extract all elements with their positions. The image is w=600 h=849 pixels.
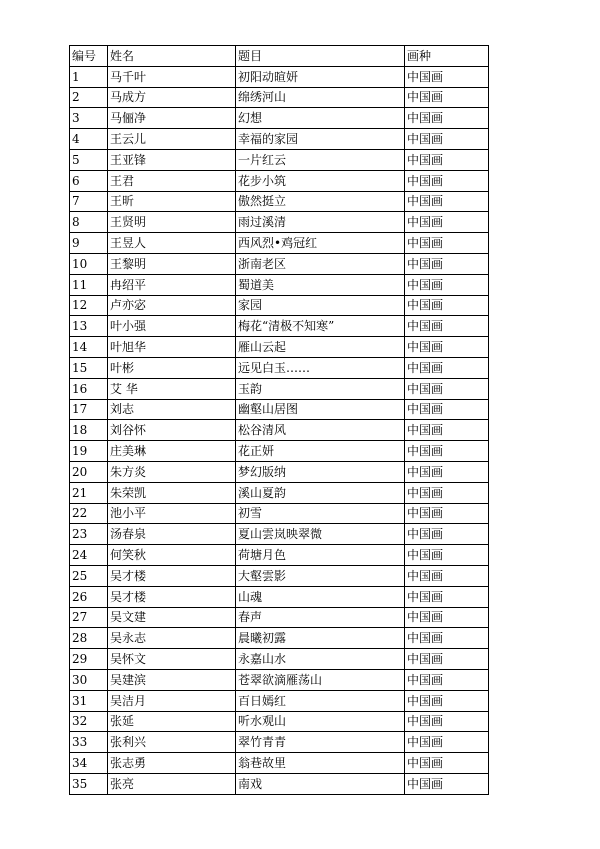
- cell-name: 吴才楼: [108, 586, 236, 607]
- cell-title: 幻想: [236, 108, 405, 129]
- cell-title: 翁巷故里: [236, 753, 405, 774]
- cell-title: 荷塘月色: [236, 545, 405, 566]
- table-row: [70, 191, 489, 212]
- cell-genre: 中国画: [405, 565, 489, 586]
- table-row: [70, 378, 489, 399]
- table-row: [70, 441, 489, 462]
- cell-number: 6: [70, 170, 108, 191]
- cell-title: 花正妍: [236, 441, 405, 462]
- cell-name: 王贤明: [108, 212, 236, 233]
- cell-number: 17: [70, 399, 108, 420]
- cell-genre: 中国画: [405, 357, 489, 378]
- table-row: [70, 545, 489, 566]
- cell-name: 吴怀文: [108, 649, 236, 670]
- cell-genre: 中国画: [405, 129, 489, 150]
- cell-number: 13: [70, 316, 108, 337]
- cell-name: 朱方炎: [108, 461, 236, 482]
- cell-number: 24: [70, 545, 108, 566]
- cell-number: 18: [70, 420, 108, 441]
- cell-title: 苍翠欲滴雁荡山: [236, 669, 405, 690]
- cell-genre: 中国画: [405, 586, 489, 607]
- cell-title: 雁山云起: [236, 337, 405, 358]
- cell-genre: 中国画: [405, 711, 489, 732]
- cell-name: 马俪净: [108, 108, 236, 129]
- cell-name: 张志勇: [108, 753, 236, 774]
- cell-name: 吴永志: [108, 628, 236, 649]
- table-row: [70, 586, 489, 607]
- cell-name: 张延: [108, 711, 236, 732]
- cell-name: 庄美琳: [108, 441, 236, 462]
- table-row: [70, 253, 489, 274]
- cell-name: 刘谷怀: [108, 420, 236, 441]
- cell-genre: 中国画: [405, 191, 489, 212]
- cell-title: 傲然挺立: [236, 191, 405, 212]
- table-row: [70, 732, 489, 753]
- table-row: [70, 565, 489, 586]
- cell-number: 33: [70, 732, 108, 753]
- table-row: [70, 607, 489, 628]
- cell-name: 吴文建: [108, 607, 236, 628]
- cell-title: 绵绣河山: [236, 87, 405, 108]
- cell-genre: 中国画: [405, 170, 489, 191]
- cell-name: 朱荣凯: [108, 482, 236, 503]
- table-row: [70, 108, 489, 129]
- table-header-row: [70, 46, 489, 67]
- cell-number: 25: [70, 565, 108, 586]
- cell-number: 27: [70, 607, 108, 628]
- table-row: [70, 87, 489, 108]
- cell-genre: 中国画: [405, 649, 489, 670]
- table-row: [70, 482, 489, 503]
- cell-title: 浙南老区: [236, 253, 405, 274]
- table-row: [70, 66, 489, 87]
- cell-title: 南戏: [236, 773, 405, 794]
- cell-number: 35: [70, 773, 108, 794]
- cell-number: 2: [70, 87, 108, 108]
- table-row: [70, 316, 489, 337]
- cell-title: 西风烈•鸡冠红: [236, 233, 405, 254]
- table-row: [70, 753, 489, 774]
- header-name: 姓名: [108, 46, 236, 67]
- cell-genre: 中国画: [405, 108, 489, 129]
- cell-title: 幽壑山居图: [236, 399, 405, 420]
- table-row: [70, 649, 489, 670]
- cell-title: 听水观山: [236, 711, 405, 732]
- table-row: [70, 420, 489, 441]
- table-row: [70, 149, 489, 170]
- cell-genre: 中国画: [405, 66, 489, 87]
- cell-title: 远见白玉……: [236, 357, 405, 378]
- table-row: [70, 524, 489, 545]
- cell-genre: 中国画: [405, 503, 489, 524]
- cell-genre: 中国画: [405, 295, 489, 316]
- table-row: [70, 129, 489, 150]
- cell-genre: 中国画: [405, 316, 489, 337]
- table-row: [70, 503, 489, 524]
- cell-number: 34: [70, 753, 108, 774]
- cell-number: 32: [70, 711, 108, 732]
- cell-number: 12: [70, 295, 108, 316]
- cell-genre: 中国画: [405, 253, 489, 274]
- cell-number: 23: [70, 524, 108, 545]
- cell-number: 29: [70, 649, 108, 670]
- cell-number: 4: [70, 129, 108, 150]
- cell-name: 冉绍平: [108, 274, 236, 295]
- cell-name: 王黎明: [108, 253, 236, 274]
- cell-genre: 中国画: [405, 669, 489, 690]
- cell-genre: 中国画: [405, 420, 489, 441]
- table-row: [70, 337, 489, 358]
- cell-number: 16: [70, 378, 108, 399]
- cell-name: 王亚锋: [108, 149, 236, 170]
- cell-genre: 中国画: [405, 441, 489, 462]
- table-row: [70, 233, 489, 254]
- header-genre: 画种: [405, 46, 489, 67]
- table-row: [70, 690, 489, 711]
- table-row: [70, 669, 489, 690]
- artwork-roster-table: [69, 45, 489, 795]
- cell-name: 马成方: [108, 87, 236, 108]
- cell-name: 何笑秋: [108, 545, 236, 566]
- cell-title: 山魂: [236, 586, 405, 607]
- table-row: [70, 399, 489, 420]
- cell-number: 5: [70, 149, 108, 170]
- cell-title: 梅花“清极不知寒”: [236, 316, 405, 337]
- cell-number: 21: [70, 482, 108, 503]
- cell-genre: 中国画: [405, 753, 489, 774]
- cell-title: 大壑雲影: [236, 565, 405, 586]
- cell-name: 王君: [108, 170, 236, 191]
- table-row: [70, 170, 489, 191]
- cell-genre: 中国画: [405, 233, 489, 254]
- cell-title: 玉韵: [236, 378, 405, 399]
- cell-genre: 中国画: [405, 87, 489, 108]
- cell-genre: 中国画: [405, 732, 489, 753]
- cell-genre: 中国画: [405, 149, 489, 170]
- cell-number: 19: [70, 441, 108, 462]
- table-row: [70, 711, 489, 732]
- cell-genre: 中国画: [405, 524, 489, 545]
- table-row: [70, 212, 489, 233]
- cell-name: 张利兴: [108, 732, 236, 753]
- cell-name: 叶旭华: [108, 337, 236, 358]
- cell-number: 8: [70, 212, 108, 233]
- cell-title: 松谷清风: [236, 420, 405, 441]
- cell-title: 初阳动暄妍: [236, 66, 405, 87]
- cell-title: 家园: [236, 295, 405, 316]
- cell-number: 9: [70, 233, 108, 254]
- cell-name: 王云儿: [108, 129, 236, 150]
- cell-genre: 中国画: [405, 212, 489, 233]
- cell-number: 14: [70, 337, 108, 358]
- cell-genre: 中国画: [405, 545, 489, 566]
- cell-number: 22: [70, 503, 108, 524]
- cell-title: 雨过溪清: [236, 212, 405, 233]
- cell-name: 卢亦宓: [108, 295, 236, 316]
- cell-title: 百日嫣红: [236, 690, 405, 711]
- cell-genre: 中国画: [405, 773, 489, 794]
- cell-genre: 中国画: [405, 461, 489, 482]
- cell-title: 花步小筑: [236, 170, 405, 191]
- cell-genre: 中国画: [405, 378, 489, 399]
- header-number: 编号: [70, 46, 108, 67]
- cell-name: 王昕: [108, 191, 236, 212]
- table-row: [70, 628, 489, 649]
- table-body: [70, 66, 489, 794]
- cell-number: 15: [70, 357, 108, 378]
- cell-title: 春声: [236, 607, 405, 628]
- cell-title: 一片红云: [236, 149, 405, 170]
- table-row: [70, 274, 489, 295]
- cell-number: 26: [70, 586, 108, 607]
- cell-name: 汤春泉: [108, 524, 236, 545]
- cell-title: 翠竹青青: [236, 732, 405, 753]
- cell-title: 梦幻版纳: [236, 461, 405, 482]
- cell-genre: 中国画: [405, 399, 489, 420]
- table-row: [70, 773, 489, 794]
- cell-name: 叶小强: [108, 316, 236, 337]
- cell-number: 1: [70, 66, 108, 87]
- cell-title: 蜀道美: [236, 274, 405, 295]
- cell-title: 永嘉山水: [236, 649, 405, 670]
- cell-number: 20: [70, 461, 108, 482]
- cell-number: 10: [70, 253, 108, 274]
- cell-title: 晨曦初露: [236, 628, 405, 649]
- cell-name: 刘志: [108, 399, 236, 420]
- cell-title: 幸福的家园: [236, 129, 405, 150]
- cell-number: 31: [70, 690, 108, 711]
- cell-title: 夏山雲岚映翠微: [236, 524, 405, 545]
- cell-number: 30: [70, 669, 108, 690]
- cell-name: 池小平: [108, 503, 236, 524]
- cell-name: 艾 华: [108, 378, 236, 399]
- cell-name: 吴建滨: [108, 669, 236, 690]
- cell-genre: 中国画: [405, 337, 489, 358]
- cell-name: 马千叶: [108, 66, 236, 87]
- table-row: [70, 357, 489, 378]
- cell-number: 28: [70, 628, 108, 649]
- cell-title: 初雪: [236, 503, 405, 524]
- table-row: [70, 461, 489, 482]
- cell-number: 7: [70, 191, 108, 212]
- cell-name: 吴才楼: [108, 565, 236, 586]
- cell-name: 张亮: [108, 773, 236, 794]
- cell-genre: 中国画: [405, 482, 489, 503]
- cell-number: 3: [70, 108, 108, 129]
- cell-genre: 中国画: [405, 690, 489, 711]
- cell-genre: 中国画: [405, 274, 489, 295]
- cell-name: 王昱人: [108, 233, 236, 254]
- cell-genre: 中国画: [405, 628, 489, 649]
- cell-number: 11: [70, 274, 108, 295]
- cell-title: 溪山夏韵: [236, 482, 405, 503]
- cell-name: 叶彬: [108, 357, 236, 378]
- cell-name: 吴洁月: [108, 690, 236, 711]
- table-row: [70, 295, 489, 316]
- header-title: 题目: [236, 46, 405, 67]
- cell-genre: 中国画: [405, 607, 489, 628]
